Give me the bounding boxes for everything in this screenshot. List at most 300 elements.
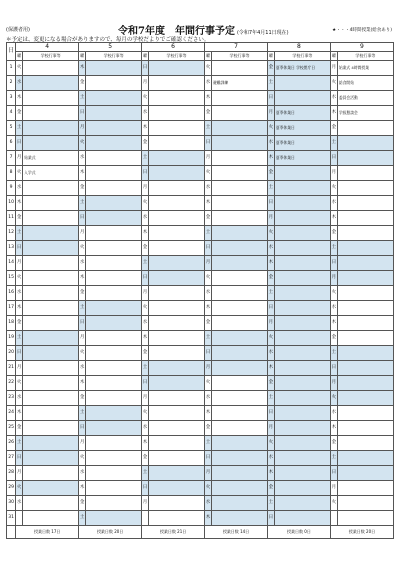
event-cell bbox=[337, 361, 393, 376]
event-cell bbox=[149, 91, 205, 106]
event-cell bbox=[337, 151, 393, 166]
weekday-cell: 土 bbox=[79, 91, 86, 106]
weekday-cell: 月 bbox=[267, 106, 274, 121]
event-cell bbox=[86, 211, 142, 226]
event-cell bbox=[149, 481, 205, 496]
event-cell bbox=[211, 271, 267, 286]
event-cell bbox=[86, 166, 142, 181]
weekday-cell: 土 bbox=[205, 121, 212, 136]
school-days-total: 授業日数 0日 bbox=[267, 526, 330, 539]
event-cell bbox=[274, 376, 330, 391]
weekday-cell: 金 bbox=[142, 241, 149, 256]
event-cell bbox=[211, 121, 267, 136]
event-cell bbox=[211, 361, 267, 376]
event-cell bbox=[337, 376, 393, 391]
weekday-cell: 金 bbox=[205, 211, 212, 226]
weekday-cell: 木 bbox=[79, 481, 86, 496]
table-row bbox=[7, 241, 394, 256]
weekday-cell: 水 bbox=[142, 316, 149, 331]
event-cell bbox=[274, 211, 330, 226]
day-number: 3 bbox=[7, 91, 16, 106]
weekday-cell: 木 bbox=[79, 376, 86, 391]
event-cell bbox=[23, 421, 79, 436]
weekday-cell: 水 bbox=[205, 181, 212, 196]
weekday-cell: 金 bbox=[205, 316, 212, 331]
event-cell bbox=[274, 451, 330, 466]
weekday-cell: 月 bbox=[267, 316, 274, 331]
weekday-cell: 水 bbox=[16, 181, 23, 196]
weekday-cell: 土 bbox=[267, 391, 274, 406]
weekday-cell: 木 bbox=[142, 331, 149, 346]
event-cell: 学級懇談会 bbox=[337, 106, 393, 121]
event-cell bbox=[23, 226, 79, 241]
weekday-cell: 水 bbox=[16, 496, 23, 511]
event-cell bbox=[23, 511, 79, 526]
event-cell: 避難訓練 bbox=[211, 76, 267, 91]
weekday-cell: 日 bbox=[16, 346, 23, 361]
events-header: 学校行事等 bbox=[149, 52, 205, 61]
weekday-cell: 金 bbox=[79, 391, 86, 406]
event-cell bbox=[23, 121, 79, 136]
audience-note: (保護者用) bbox=[6, 27, 30, 33]
event-cell bbox=[274, 301, 330, 316]
event-cell: 夏季休業日 bbox=[274, 106, 330, 121]
weekday-cell: 火 bbox=[142, 406, 149, 421]
day-number: 1 bbox=[7, 61, 16, 76]
events-header: 学校行事等 bbox=[23, 52, 79, 61]
event-cell bbox=[274, 331, 330, 346]
event-cell bbox=[211, 511, 267, 526]
weekday-cell: 土 bbox=[267, 286, 274, 301]
weekday-cell: 水 bbox=[142, 421, 149, 436]
weekday-cell: 日 bbox=[267, 511, 274, 526]
weekday-cell: 月 bbox=[79, 226, 86, 241]
change-notice: ＊予定は、変更になる場合がありますので、毎月の学校だよりでご確認ください。 bbox=[6, 37, 210, 43]
event-cell bbox=[86, 106, 142, 121]
day-number: 11 bbox=[7, 211, 16, 226]
day-number: 2 bbox=[7, 76, 16, 91]
event-cell bbox=[337, 451, 393, 466]
day-number: 29 bbox=[7, 481, 16, 496]
event-cell bbox=[274, 406, 330, 421]
weekday-cell: 金 bbox=[330, 121, 337, 136]
event-cell bbox=[211, 406, 267, 421]
event-cell bbox=[149, 256, 205, 271]
event-cell bbox=[149, 391, 205, 406]
weekday-cell: 火 bbox=[16, 61, 23, 76]
event-cell bbox=[86, 421, 142, 436]
weekday-cell: 日 bbox=[267, 196, 274, 211]
event-cell bbox=[23, 436, 79, 451]
weekday-cell: 月 bbox=[205, 256, 212, 271]
weekday-cell: 土 bbox=[330, 451, 337, 466]
event-cell bbox=[274, 256, 330, 271]
events-header: 学校行事等 bbox=[211, 52, 267, 61]
event-cell bbox=[274, 511, 330, 526]
table-row bbox=[7, 286, 394, 301]
weekday-cell: 火 bbox=[16, 481, 23, 496]
weekday-cell: 火 bbox=[267, 226, 274, 241]
weekday-cell: 金 bbox=[79, 496, 86, 511]
weekday-cell: 木 bbox=[79, 271, 86, 286]
weekday-cell: 金 bbox=[79, 286, 86, 301]
table-row bbox=[7, 166, 394, 181]
event-cell bbox=[86, 511, 142, 526]
event-cell bbox=[86, 241, 142, 256]
weekday-cell: 金 bbox=[205, 106, 212, 121]
weekday-cell: 金 bbox=[16, 106, 23, 121]
event-cell: 始業式 4時間授業 bbox=[337, 61, 393, 76]
table-row bbox=[7, 421, 394, 436]
weekday-cell: 月 bbox=[142, 76, 149, 91]
weekday-cell: 土 bbox=[142, 466, 149, 481]
weekday-cell: 木 bbox=[16, 406, 23, 421]
event-cell bbox=[23, 376, 79, 391]
event-cell bbox=[86, 61, 142, 76]
weekday-cell: 金 bbox=[79, 181, 86, 196]
event-cell bbox=[149, 136, 205, 151]
weekday-cell: 木 bbox=[267, 151, 274, 166]
weekday-header: 曜 bbox=[267, 52, 274, 61]
weekday-cell: 水 bbox=[79, 151, 86, 166]
event-cell bbox=[274, 496, 330, 511]
event-cell bbox=[149, 301, 205, 316]
table-row bbox=[7, 91, 394, 106]
weekday-cell: 月 bbox=[330, 481, 337, 496]
weekday-header: 曜 bbox=[79, 52, 86, 61]
table-row bbox=[7, 136, 394, 151]
weekday-cell: 水 bbox=[79, 361, 86, 376]
weekday-cell: 金 bbox=[16, 316, 23, 331]
event-cell bbox=[86, 256, 142, 271]
weekday-cell: 月 bbox=[267, 421, 274, 436]
event-cell bbox=[86, 76, 142, 91]
day-number: 28 bbox=[7, 466, 16, 481]
weekday-cell: 火 bbox=[142, 301, 149, 316]
events-header: 学校行事等 bbox=[86, 52, 142, 61]
day-number: 8 bbox=[7, 166, 16, 181]
event-cell bbox=[211, 391, 267, 406]
weekday-cell: 火 bbox=[205, 166, 212, 181]
event-cell bbox=[149, 361, 205, 376]
school-days-total: 授業日数 20日 bbox=[330, 526, 393, 539]
weekday-cell: 木 bbox=[267, 466, 274, 481]
weekday-cell: 土 bbox=[330, 136, 337, 151]
weekday-cell: 水 bbox=[267, 241, 274, 256]
weekday-cell: 木 bbox=[205, 511, 212, 526]
event-cell bbox=[86, 316, 142, 331]
weekday-cell: 木 bbox=[205, 91, 212, 106]
event-cell bbox=[274, 421, 330, 436]
event-cell bbox=[337, 211, 393, 226]
weekday-cell: 木 bbox=[267, 256, 274, 271]
weekday-cell: 日 bbox=[16, 241, 23, 256]
event-cell bbox=[23, 211, 79, 226]
table-row bbox=[7, 181, 394, 196]
event-cell bbox=[86, 496, 142, 511]
event-cell bbox=[86, 286, 142, 301]
table-row bbox=[7, 61, 394, 76]
month-header: 6 bbox=[142, 43, 205, 52]
event-cell bbox=[211, 346, 267, 361]
event-cell bbox=[337, 301, 393, 316]
weekday-cell: 木 bbox=[267, 361, 274, 376]
weekday-cell: 金 bbox=[267, 376, 274, 391]
event-cell bbox=[23, 196, 79, 211]
weekday-cell: 月 bbox=[16, 361, 23, 376]
event-cell bbox=[337, 496, 393, 511]
event-cell bbox=[274, 316, 330, 331]
weekday-cell: 火 bbox=[79, 136, 86, 151]
weekday-cell: 金 bbox=[267, 166, 274, 181]
event-cell bbox=[23, 256, 79, 271]
event-cell bbox=[149, 376, 205, 391]
totals-corner bbox=[7, 526, 16, 539]
day-number: 13 bbox=[7, 241, 16, 256]
event-cell bbox=[86, 301, 142, 316]
event-cell bbox=[149, 121, 205, 136]
day-number: 12 bbox=[7, 226, 16, 241]
weekday-cell: 金 bbox=[205, 421, 212, 436]
event-cell bbox=[23, 391, 79, 406]
weekday-cell: 土 bbox=[16, 331, 23, 346]
event-cell bbox=[274, 226, 330, 241]
table-row bbox=[7, 226, 394, 241]
month-header: 4 bbox=[16, 43, 79, 52]
weekday-cell: 木 bbox=[142, 226, 149, 241]
table-row bbox=[7, 496, 394, 511]
weekday-header: 曜 bbox=[142, 52, 149, 61]
event-cell bbox=[337, 421, 393, 436]
event-cell bbox=[86, 466, 142, 481]
weekday-cell: 土 bbox=[142, 256, 149, 271]
weekday-cell: 木 bbox=[330, 106, 337, 121]
event-cell bbox=[149, 436, 205, 451]
month-header: 7 bbox=[205, 43, 268, 52]
weekday-cell: 木 bbox=[330, 421, 337, 436]
event-cell bbox=[149, 196, 205, 211]
event-cell bbox=[149, 211, 205, 226]
event-cell: 委員会活動 bbox=[337, 91, 393, 106]
event-cell bbox=[211, 376, 267, 391]
day-number: 6 bbox=[7, 136, 16, 151]
table-row bbox=[7, 331, 394, 346]
weekday-cell: 火 bbox=[205, 481, 212, 496]
weekday-cell: 水 bbox=[205, 76, 212, 91]
weekday-cell: 水 bbox=[16, 391, 23, 406]
table-row bbox=[7, 391, 394, 406]
weekday-cell: 水 bbox=[205, 496, 212, 511]
event-cell bbox=[149, 451, 205, 466]
event-cell bbox=[149, 166, 205, 181]
weekday-cell: 日 bbox=[79, 316, 86, 331]
month-header: 8 bbox=[267, 43, 330, 52]
weekday-cell: 水 bbox=[79, 256, 86, 271]
weekday-cell: 火 bbox=[205, 61, 212, 76]
school-days-total: 授業日数 17日 bbox=[16, 526, 79, 539]
weekday-cell: 水 bbox=[267, 451, 274, 466]
weekday-cell: 火 bbox=[267, 331, 274, 346]
event-cell bbox=[211, 316, 267, 331]
weekday-cell: 火 bbox=[16, 271, 23, 286]
weekday-cell: 金 bbox=[330, 436, 337, 451]
weekday-cell: 木 bbox=[79, 61, 86, 76]
school-days-total: 授業日数 20日 bbox=[79, 526, 142, 539]
day-number: 17 bbox=[7, 301, 16, 316]
weekday-cell: 月 bbox=[79, 436, 86, 451]
event-cell bbox=[337, 406, 393, 421]
event-cell bbox=[149, 406, 205, 421]
weekday-header: 曜 bbox=[205, 52, 212, 61]
weekday-cell: 日 bbox=[330, 361, 337, 376]
weekday-cell: 水 bbox=[205, 286, 212, 301]
weekday-cell: 水 bbox=[330, 196, 337, 211]
day-number: 23 bbox=[7, 391, 16, 406]
weekday-cell: 日 bbox=[79, 211, 86, 226]
event-cell bbox=[337, 196, 393, 211]
event-cell bbox=[211, 496, 267, 511]
event-cell bbox=[211, 451, 267, 466]
event-cell bbox=[86, 376, 142, 391]
event-cell bbox=[23, 181, 79, 196]
event-cell bbox=[274, 91, 330, 106]
table-row bbox=[7, 316, 394, 331]
event-cell bbox=[274, 286, 330, 301]
table-row bbox=[7, 151, 394, 166]
school-days-total: 授業日数 14日 bbox=[205, 526, 268, 539]
event-cell bbox=[149, 151, 205, 166]
page-title: 令和7年度 年間行事予定 (令和7年4月11日現在) bbox=[118, 26, 289, 37]
weekday-cell: 金 bbox=[16, 211, 23, 226]
weekday-cell: 日 bbox=[330, 256, 337, 271]
weekday-cell: 土 bbox=[205, 226, 212, 241]
event-cell bbox=[274, 481, 330, 496]
event-cell bbox=[23, 361, 79, 376]
weekday-header: 曜 bbox=[16, 52, 23, 61]
weekday-cell: 木 bbox=[205, 406, 212, 421]
weekday-cell: 火 bbox=[205, 376, 212, 391]
event-cell bbox=[337, 331, 393, 346]
event-cell: 夏季休業日 bbox=[274, 121, 330, 136]
weekday-cell: 月 bbox=[205, 361, 212, 376]
event-cell bbox=[274, 181, 330, 196]
event-cell bbox=[149, 331, 205, 346]
event-cell bbox=[337, 241, 393, 256]
event-cell bbox=[86, 196, 142, 211]
weekday-cell: 日 bbox=[330, 151, 337, 166]
day-number: 20 bbox=[7, 346, 16, 361]
weekday-cell: 火 bbox=[330, 286, 337, 301]
event-cell bbox=[149, 76, 205, 91]
weekday-cell: 金 bbox=[142, 136, 149, 151]
event-cell bbox=[86, 361, 142, 376]
event-cell bbox=[274, 346, 330, 361]
event-cell bbox=[86, 406, 142, 421]
event-cell bbox=[211, 166, 267, 181]
weekday-cell: 日 bbox=[79, 106, 86, 121]
event-cell bbox=[274, 436, 330, 451]
weekday-cell: 水 bbox=[79, 466, 86, 481]
event-cell bbox=[86, 481, 142, 496]
weekday-cell: 日 bbox=[330, 466, 337, 481]
event-cell: 夏季休業日 bbox=[274, 151, 330, 166]
event-cell bbox=[337, 166, 393, 181]
event-cell bbox=[86, 331, 142, 346]
weekday-cell: 日 bbox=[267, 301, 274, 316]
event-cell bbox=[274, 241, 330, 256]
weekday-cell: 日 bbox=[205, 136, 212, 151]
event-cell bbox=[274, 76, 330, 91]
table-row bbox=[7, 76, 394, 91]
event-cell bbox=[211, 211, 267, 226]
event-cell bbox=[211, 106, 267, 121]
event-cell: 夏季休業日 学校閉庁日 bbox=[274, 61, 330, 76]
legend-star: ★・・・4時間授業(給食あり) bbox=[332, 28, 392, 33]
event-cell bbox=[86, 391, 142, 406]
day-number: 25 bbox=[7, 421, 16, 436]
event-cell bbox=[211, 331, 267, 346]
weekday-cell: 水 bbox=[267, 346, 274, 361]
day-number: 27 bbox=[7, 451, 16, 466]
day-number: 31 bbox=[7, 511, 16, 526]
annual-schedule-table bbox=[6, 42, 394, 539]
month-header: 5 bbox=[79, 43, 142, 52]
event-cell bbox=[86, 91, 142, 106]
table-row bbox=[7, 481, 394, 496]
school-days-total: 授業日数 21日 bbox=[142, 526, 205, 539]
weekday-cell: 木 bbox=[16, 301, 23, 316]
weekday-cell: 日 bbox=[267, 406, 274, 421]
event-cell bbox=[211, 91, 267, 106]
event-cell bbox=[86, 271, 142, 286]
day-number: 26 bbox=[7, 436, 16, 451]
weekday-cell: 月 bbox=[205, 466, 212, 481]
weekday-cell: 木 bbox=[16, 196, 23, 211]
table-row bbox=[7, 406, 394, 421]
table-row bbox=[7, 301, 394, 316]
weekday-cell: 金 bbox=[142, 346, 149, 361]
weekday-cell: 火 bbox=[330, 391, 337, 406]
event-cell bbox=[211, 226, 267, 241]
weekday-cell: 月 bbox=[330, 166, 337, 181]
weekday-cell: 火 bbox=[267, 121, 274, 136]
weekday-cell: 木 bbox=[142, 436, 149, 451]
event-cell bbox=[86, 226, 142, 241]
event-cell bbox=[23, 106, 79, 121]
event-cell bbox=[337, 466, 393, 481]
weekday-cell: 日 bbox=[142, 271, 149, 286]
weekday-cell: 土 bbox=[16, 226, 23, 241]
weekday-cell: 月 bbox=[142, 181, 149, 196]
day-number: 7 bbox=[7, 151, 16, 166]
event-cell bbox=[149, 316, 205, 331]
event-cell bbox=[211, 301, 267, 316]
event-cell bbox=[211, 61, 267, 76]
event-cell bbox=[211, 181, 267, 196]
weekday-cell: 月 bbox=[16, 151, 23, 166]
event-cell bbox=[149, 511, 205, 526]
as-of-date: (令和7年4月11日現在) bbox=[236, 30, 289, 36]
day-number: 16 bbox=[7, 286, 16, 301]
weekday-cell: 日 bbox=[16, 451, 23, 466]
event-cell bbox=[86, 451, 142, 466]
weekday-cell: 木 bbox=[79, 166, 86, 181]
day-number: 19 bbox=[7, 331, 16, 346]
event-cell bbox=[149, 226, 205, 241]
event-cell bbox=[86, 436, 142, 451]
weekday-cell bbox=[142, 511, 149, 526]
weekday-cell: 火 bbox=[142, 91, 149, 106]
